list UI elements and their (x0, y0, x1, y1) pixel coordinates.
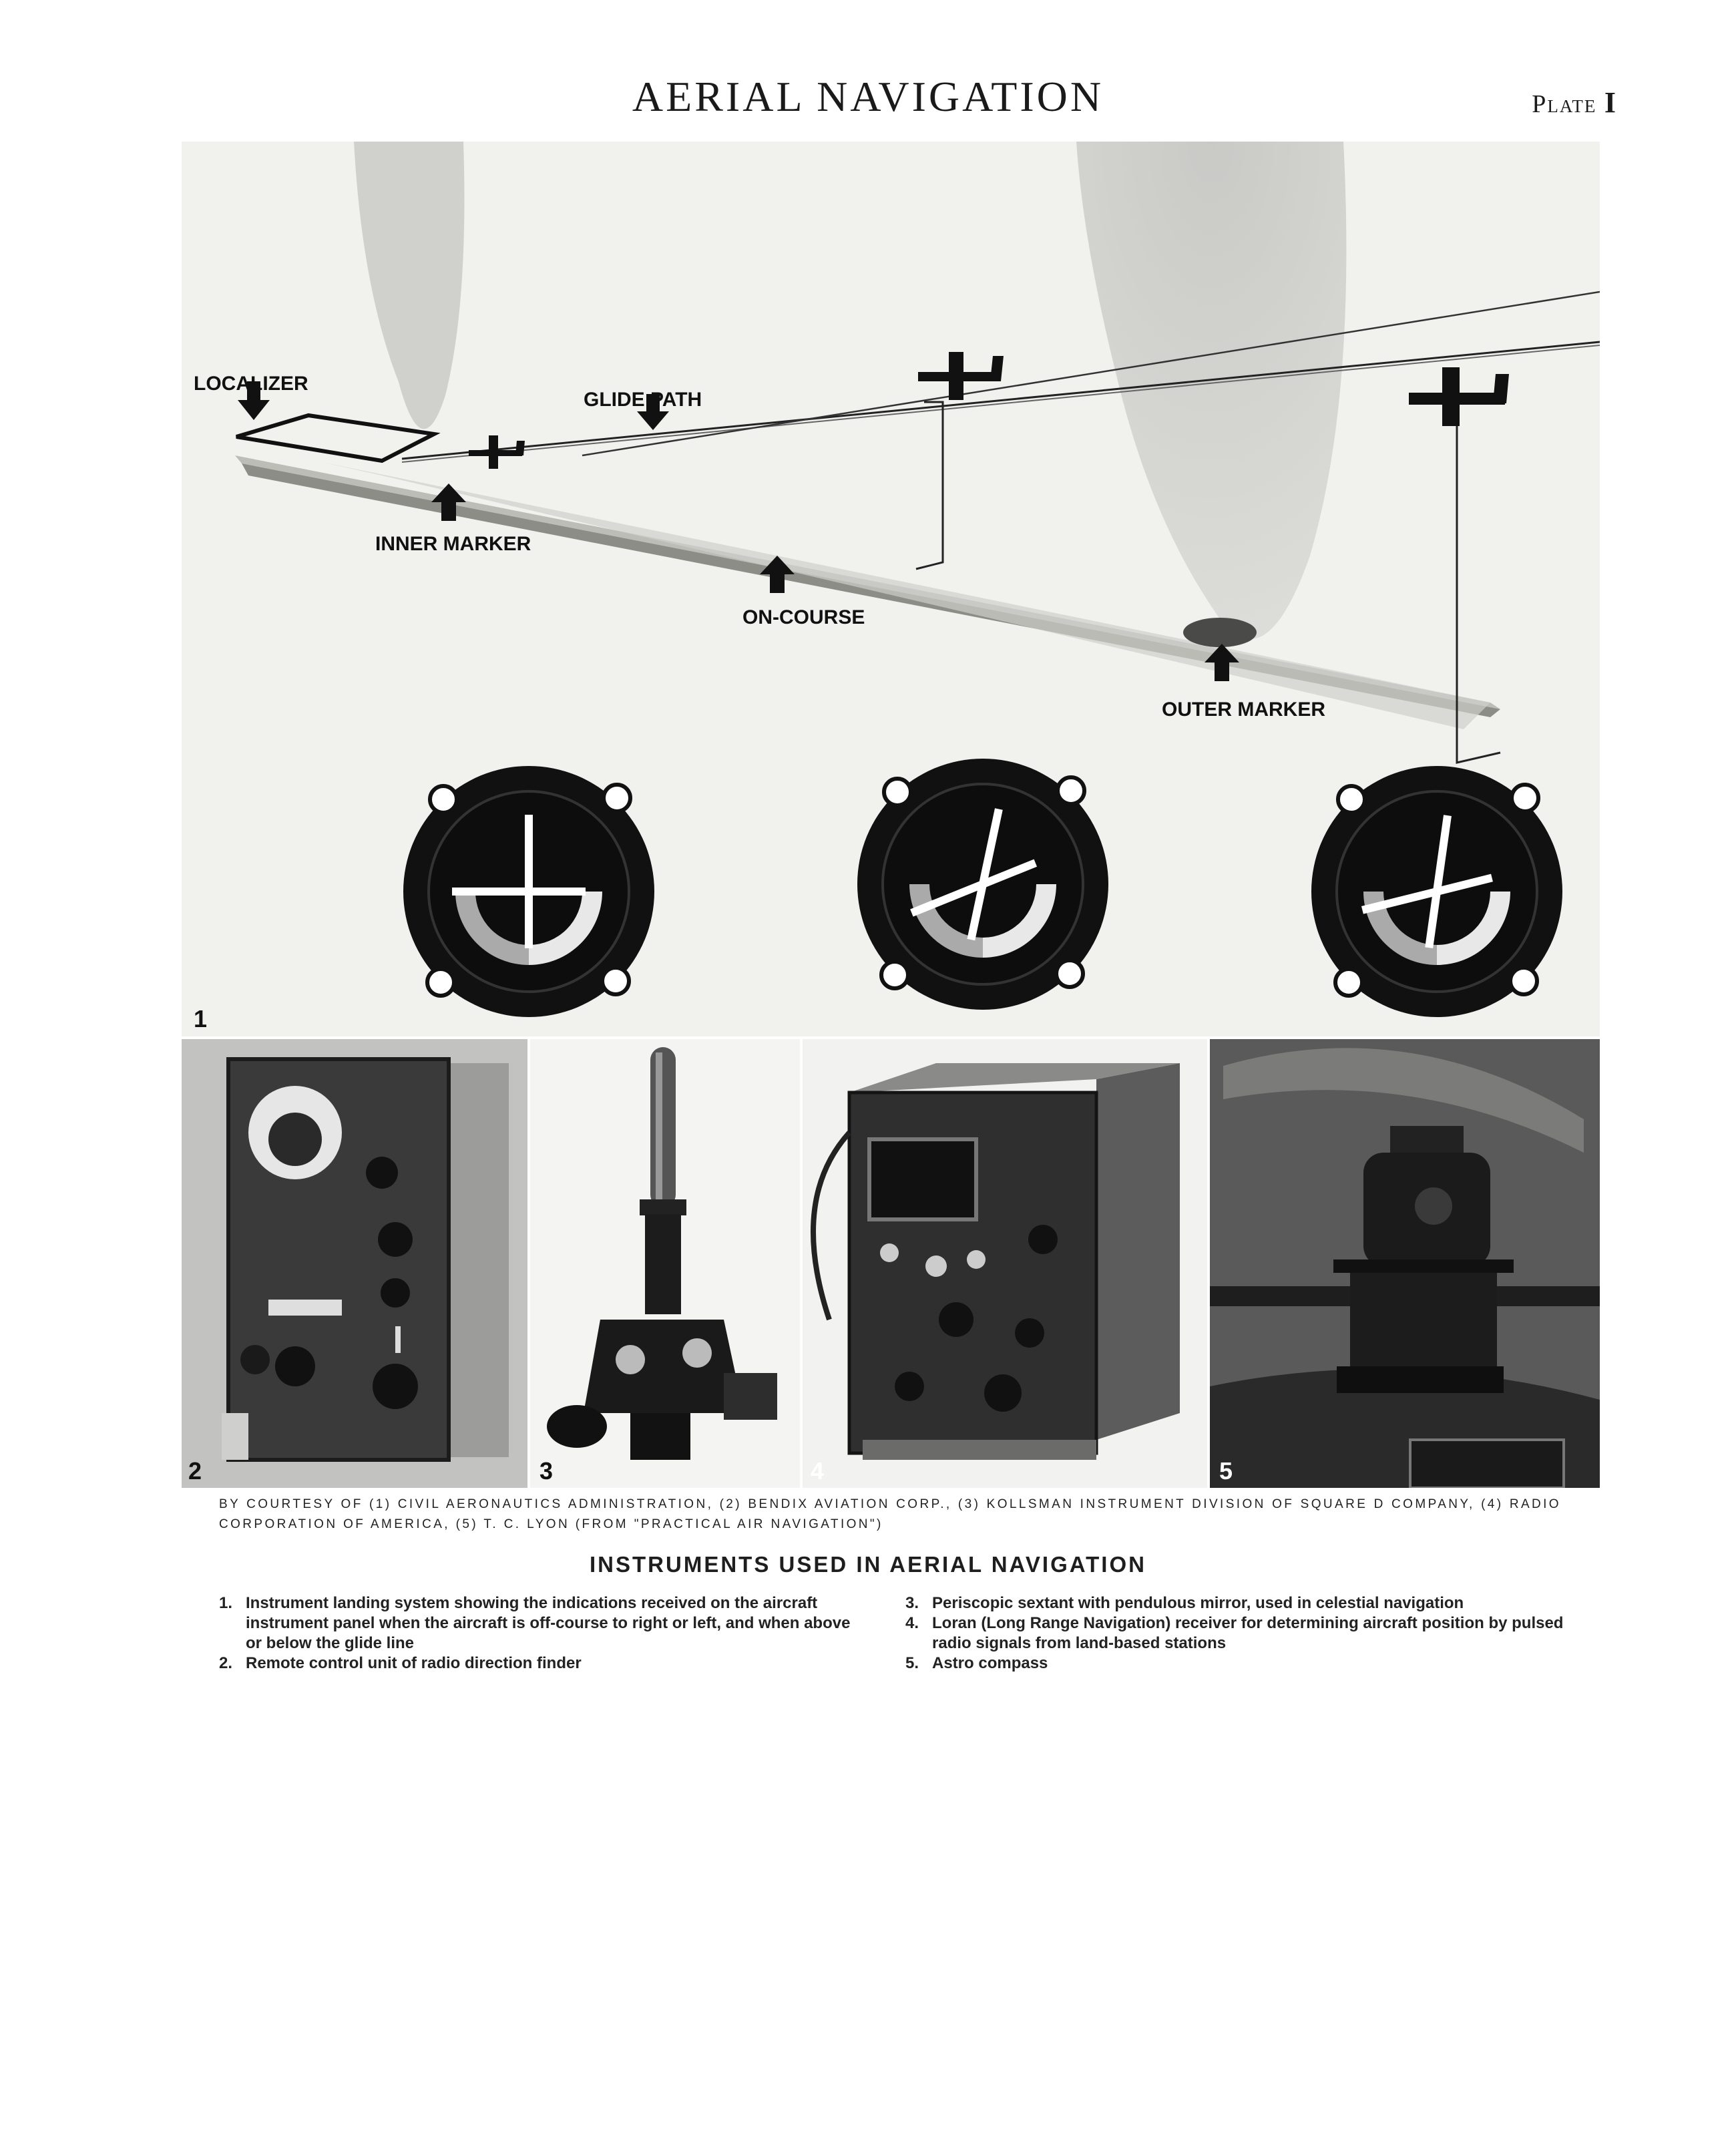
caption-item-1 (219, 1593, 868, 1653)
outer-marker-label: OUTER MARKER (1162, 699, 1325, 721)
caption-item-text: Instrument landing system showing the indications received on the aircraft instrument panel when the aircraft is off-course to right or left, and when above or below the glide line (246, 1594, 851, 1652)
astro-compass-illustration (1210, 1039, 1600, 1488)
caption-item-text: Astro compass (932, 1654, 1048, 1672)
photo-row (182, 1039, 1600, 1488)
ils-dial-centered (403, 766, 654, 1017)
caption-column-right (905, 1593, 1565, 1674)
plate-word: Plate (1532, 90, 1597, 118)
figure-ils-diagram (182, 142, 1600, 1036)
caption-item-number: 3. (905, 1594, 919, 1612)
inner-marker-label: INNER MARKER (375, 533, 531, 555)
page-title: AERIAL NAVIGATION (632, 73, 1104, 120)
caption-column-left (219, 1593, 868, 1674)
caption-title: INSTRUMENTS USED IN AERIAL NAVIGATION (590, 1552, 1146, 1577)
caption-item-text: Remote control unit of radio direction finder (246, 1654, 582, 1672)
figure-1-number: 1 (194, 1005, 208, 1032)
caption-item-number: 5. (905, 1654, 919, 1672)
figure-2-number: 2 (188, 1457, 202, 1485)
caption-item-number: 4. (905, 1614, 919, 1632)
loran-receiver-illustration (803, 1039, 1207, 1488)
caption-item-5 (905, 1653, 1565, 1674)
on-course-label: ON-COURSE (742, 606, 865, 628)
sextant-illustration (530, 1039, 800, 1488)
caption-item-text: Loran (Long Range Navigation) receiver for determining aircraft position by pulsed radio signals from land-based stations (932, 1614, 1564, 1652)
photo-periscopic-sextant (530, 1039, 800, 1488)
figure-4-number: 4 (811, 1457, 825, 1485)
photo-loran-receiver (803, 1039, 1207, 1488)
localizer-label: LOCALIZER (194, 373, 308, 395)
ils-dial-off-course (857, 759, 1108, 1010)
caption-item-number: 1. (219, 1594, 233, 1612)
figure-5-number: 5 (1219, 1457, 1233, 1485)
figure-3-number: 3 (539, 1457, 554, 1485)
caption-item-4 (905, 1613, 1565, 1653)
glide-path-label: GLIDE PATH (584, 389, 702, 411)
photo-astro-compass (1210, 1039, 1600, 1488)
ils-diagram-svg (182, 142, 1600, 1036)
photo-direction-finder-control (182, 1039, 527, 1488)
caption-item-text: Periscopic sextant with pendulous mirror, used in celestial navigation (932, 1594, 1464, 1612)
plate-label (1532, 85, 1617, 120)
caption-item-number: 2. (219, 1654, 233, 1672)
caption-item-3 (905, 1593, 1565, 1613)
ils-dial-above-glide (1311, 766, 1562, 1017)
courtesy-credits: BY COURTESY OF (1) CIVIL AERONAUTICS ADMINISTRATION, (2) BENDIX AVIATION CORP., (3) KOLLSMAN INSTRUMENT DIVISION OF SQUARE D COMPANY, (4) RADIO CORPORATION OF AMERICA, (5) T. C. LYON (FROM "PRACTICAL AIR NAVIGATION") (219, 1497, 1561, 1531)
direction-finder-illustration (182, 1039, 527, 1488)
plate-number: I (1604, 86, 1617, 119)
caption-item-2 (219, 1653, 868, 1674)
